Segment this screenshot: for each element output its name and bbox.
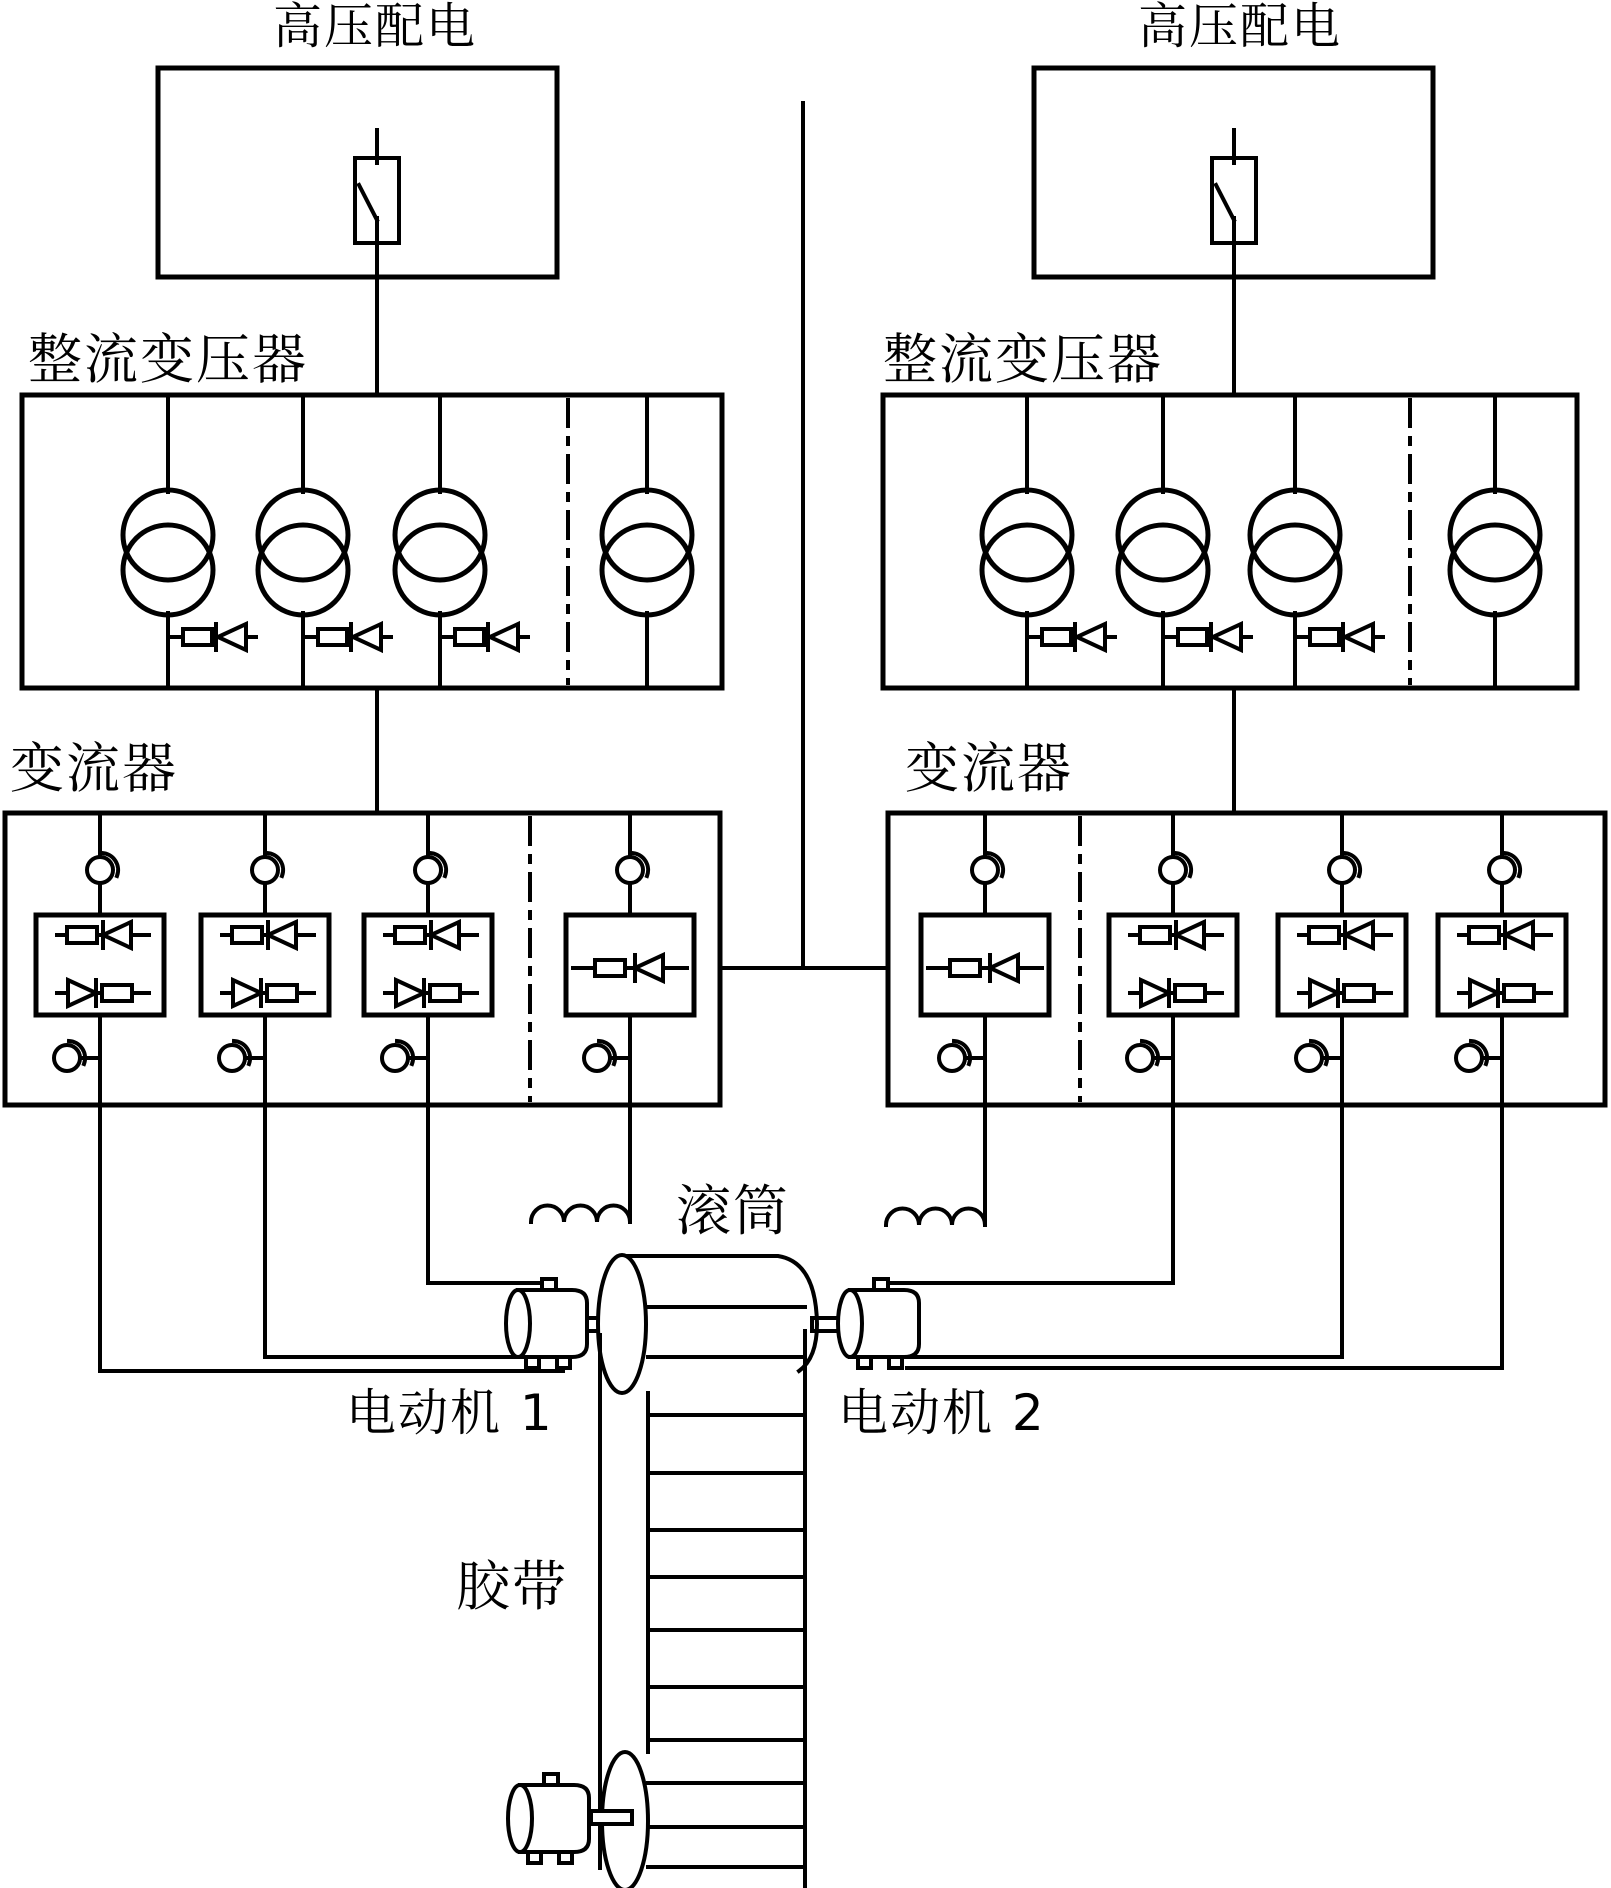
transformer-icon (123, 395, 256, 688)
label-converter-right: 变流器 (905, 737, 1073, 800)
transformer-icon (602, 395, 692, 688)
label-belt: 胶带 (456, 1555, 568, 1618)
converter-box-left (5, 813, 720, 1105)
converter-unit-thyristor-pair (1109, 813, 1237, 1105)
label-motor-2: 电动机 2 (838, 1384, 1046, 1442)
transformer-icon (982, 395, 1115, 688)
dc-tie-line (720, 103, 888, 968)
converter-unit-single-thyristor (566, 813, 694, 1105)
reactor-icon-left (531, 1105, 630, 1222)
converter-unit-thyristor-pair (1278, 813, 1406, 1105)
transformer-icon (395, 395, 528, 688)
transformer-icon (1450, 395, 1540, 688)
disconnect-switch-icon-right (1212, 130, 1256, 395)
label-converter-left: 变流器 (10, 737, 178, 800)
converter-unit-thyristor-pair (36, 813, 164, 1105)
rectifier-transformer-box-left (22, 395, 722, 688)
motor2-icon (812, 1279, 919, 1368)
label-hv-distribution-right: 高压配电 (1137, 0, 1343, 55)
converter-unit-thyristor-pair (201, 813, 329, 1105)
converter-unit-single-thyristor (921, 813, 1049, 1105)
drum-icon (598, 1255, 817, 1393)
transformer-icon (1118, 395, 1251, 688)
rectifier-transformer-box-right (883, 395, 1577, 688)
label-rectifier-transformer-left: 整流变压器 (28, 328, 308, 391)
label-drum: 滚筒 (676, 1179, 791, 1243)
converter-unit-thyristor-pair (364, 813, 492, 1105)
transformer-icon (1250, 395, 1383, 688)
reactor-icon-right (886, 1105, 985, 1225)
label-motor-1: 电动机 1 (346, 1384, 554, 1442)
converter-box-right (888, 813, 1605, 1105)
label-hv-distribution-left: 高压配电 (272, 0, 478, 55)
disconnect-switch-icon-left (355, 130, 399, 395)
transformer-icon (258, 395, 391, 688)
label-rectifier-transformer-right: 整流变压器 (883, 328, 1163, 391)
motor2-wiring (888, 1105, 1502, 1368)
motor1-wiring (100, 1105, 563, 1371)
converter-unit-thyristor-pair (1438, 813, 1566, 1105)
